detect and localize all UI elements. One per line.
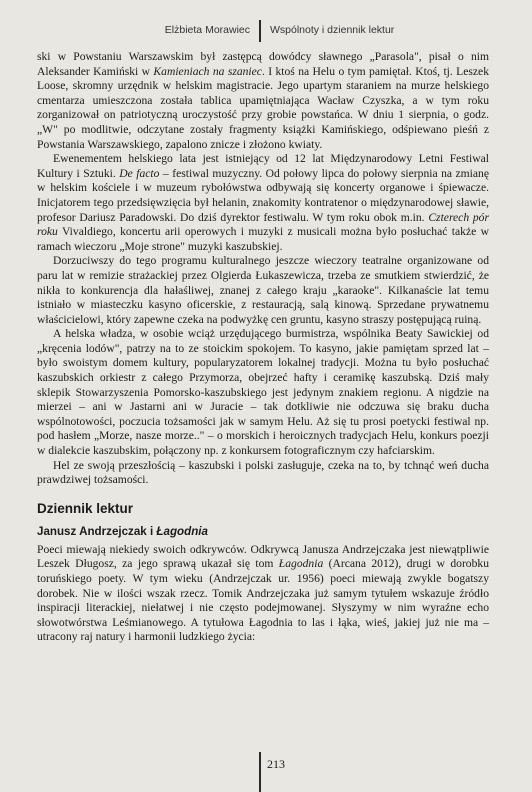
text-segment: A helska władza, w osobie wciąż urzędującego burmistrza, wspólnika Beaty Sawickiej od „kręcenia lodów", patrzy na to ze stoickim spokojem. To kasyno, jakie pamiętam sprzed lat – było swoistym domem kultury, popularyzatorem lokalnej tradycji. Można tu było posłuchać kaszubskich orkiestr z całego Przymorza, obejrzeć hafty i ceramikę kaszubską. Dziś mały sklepik Stowarzyszenia Pomorsko-kaszubskiego jest jedynym znakiem regionu. A nigdzie na mierzei – ani w Jastarni ani w Juracie – tak dotkliwie nie odczuwa się braku ducha wspólnotowości, poczucia tożsamości jak w samym Helu. Aż się tu prosi poetycki festiwal np. pod hasłem „Morze, nasze morze.." – o morskich i heroicznych tradycjach Helu, konkurs poezji w dialekcie kaszubskim, połączony np. z konkursem fotograficznym czy hafciarskim. xyxy=(37,327,489,458)
italic-text-segment: Łagodnia xyxy=(278,557,324,571)
text-segment: . I ktoś na Helu o tym pamiętał. Ktoś, tj. Leszek Loose, skromny urzędnik w helskim magistracie. Jego upartym staraniem na murze helskiego cmentarza umieszczona została tablica upamiętniająca Wacław Czyszka, a w tym roku zorganizował on patriotyczną uroczystość przy grobie powstańca. W dniu 1 sierpnia, o godz. „W" po modlitwie, odczytane zostały fragmenty książki Kamińskiego, odśpiewano pieśń z Powstania Warszawskiego, zapalono znicze i złożono kwiaty. xyxy=(37,64,489,151)
footer-divider-rule xyxy=(259,752,261,792)
text-segment: Ewenementem helskiego lata jest istniejący od 12 lat Międzynarodowy Letni Festiwal Kultury i Sztuki. xyxy=(37,152,489,180)
article-heading-book-title: Łagodnia xyxy=(156,524,208,538)
text-segment: ski w Powstaniu Warszawskim był zastępcą dowódcy sławnego „Parasola", pisał o nim Aleksander Kamiński w xyxy=(37,50,489,78)
text-segment: Dorzuciwszy do tego programu kulturalnego jeszcze wieczory teatralne organizowane od paru lat w remizie strażackiej przez Olgierda Łukaszewicza, trzeba ze smutkiem stwierdzić, że nikła to konkurencja dla hałaśliwej, znanej z całego kraju „karaoke". Kilkanaście lat temu istniało w miasteczku kasyno oficerskie, z restauracją, salą kinową. Sprzedane prywatnemu właścicielowi, który zapewne czeka na podwyżkę cen gruntu, kasyno straszy postępującą ruiną. xyxy=(37,254,489,326)
header-divider-rule xyxy=(259,20,261,42)
text-segment: (Arcana 2012), drugi w dorobku toruńskiego poety. W tym wieku (Andrzejczak ur. 1956) poeci miewają zwykle bogatszy dorobek. Nie w ilości wszak rzecz. Tomik Andrzejczaka już samym tytułem wskazuje źródło inspiracji literackiej, niełatwej i nie często podejmowanej. Słyszymy w nim wyraźne echo słowotwórstwa Leśmianowego. A tytułowa Łagodnia to las i łąka, wieś, jakiej już nie ma – utracony raj natury i harmonii ludzkiego życia: xyxy=(37,557,489,644)
italic-text-segment: Kamieniach na szaniec xyxy=(153,64,262,78)
section-heading: Dziennik lektur xyxy=(37,500,134,516)
text-segment: Hel ze swoją przeszłością – kaszubski i polski zasługuje, czeka na to, by tchnąć weń ducha prawdziwej tożsamości. xyxy=(37,458,489,487)
text-segment: Vivaldiego, koncertu arii operowych i muzyki z musicali można było posłuchać także w ramach wieczoru „Moje strone" muzyki kaszubskiej. xyxy=(37,225,489,253)
paragraph xyxy=(37,327,489,458)
page-number: 213 xyxy=(267,757,285,771)
italic-text-segment: De facto xyxy=(119,166,160,180)
paragraph xyxy=(37,459,489,488)
paragraph xyxy=(37,152,489,254)
text-segment: Poeci miewają niekiedy swoich odkrywców. Odkrywcą Janusza Andrzejczaka jest niewątpliwie Leszek Długosz, za jego sprawą ukazał się tom xyxy=(37,542,489,571)
paragraph xyxy=(37,543,489,645)
article-heading-author: Janusz Andrzejczak i xyxy=(37,524,157,538)
running-header xyxy=(0,20,532,42)
running-header-title: Wspólnoty i dziennik lektur xyxy=(270,24,395,36)
italic-text-segment: Czterech pór roku xyxy=(37,210,489,239)
paragraph-group xyxy=(37,50,489,488)
section-paragraph-group xyxy=(37,543,489,645)
article-heading xyxy=(37,524,489,539)
text-segment: – festiwal muzyczny. Od połowy lipca do połowy sierpnia na zmianę w helskim kościele i w muzeum rybołówstwa odbywają się koncerty organowe i śpiewacze. Inicjatorem tego przedsięwzięcia był helanin, znakomity kontratenor o międzynarodowej sławie, profesor Dariusz Paradowski. Do dziś dyrektor festiwalu. W tym roku obok m.in. xyxy=(37,166,489,224)
running-header-author: Elżbieta Morawiec xyxy=(164,24,250,36)
body-text xyxy=(37,50,489,645)
paragraph xyxy=(37,50,489,152)
paragraph xyxy=(37,254,489,327)
